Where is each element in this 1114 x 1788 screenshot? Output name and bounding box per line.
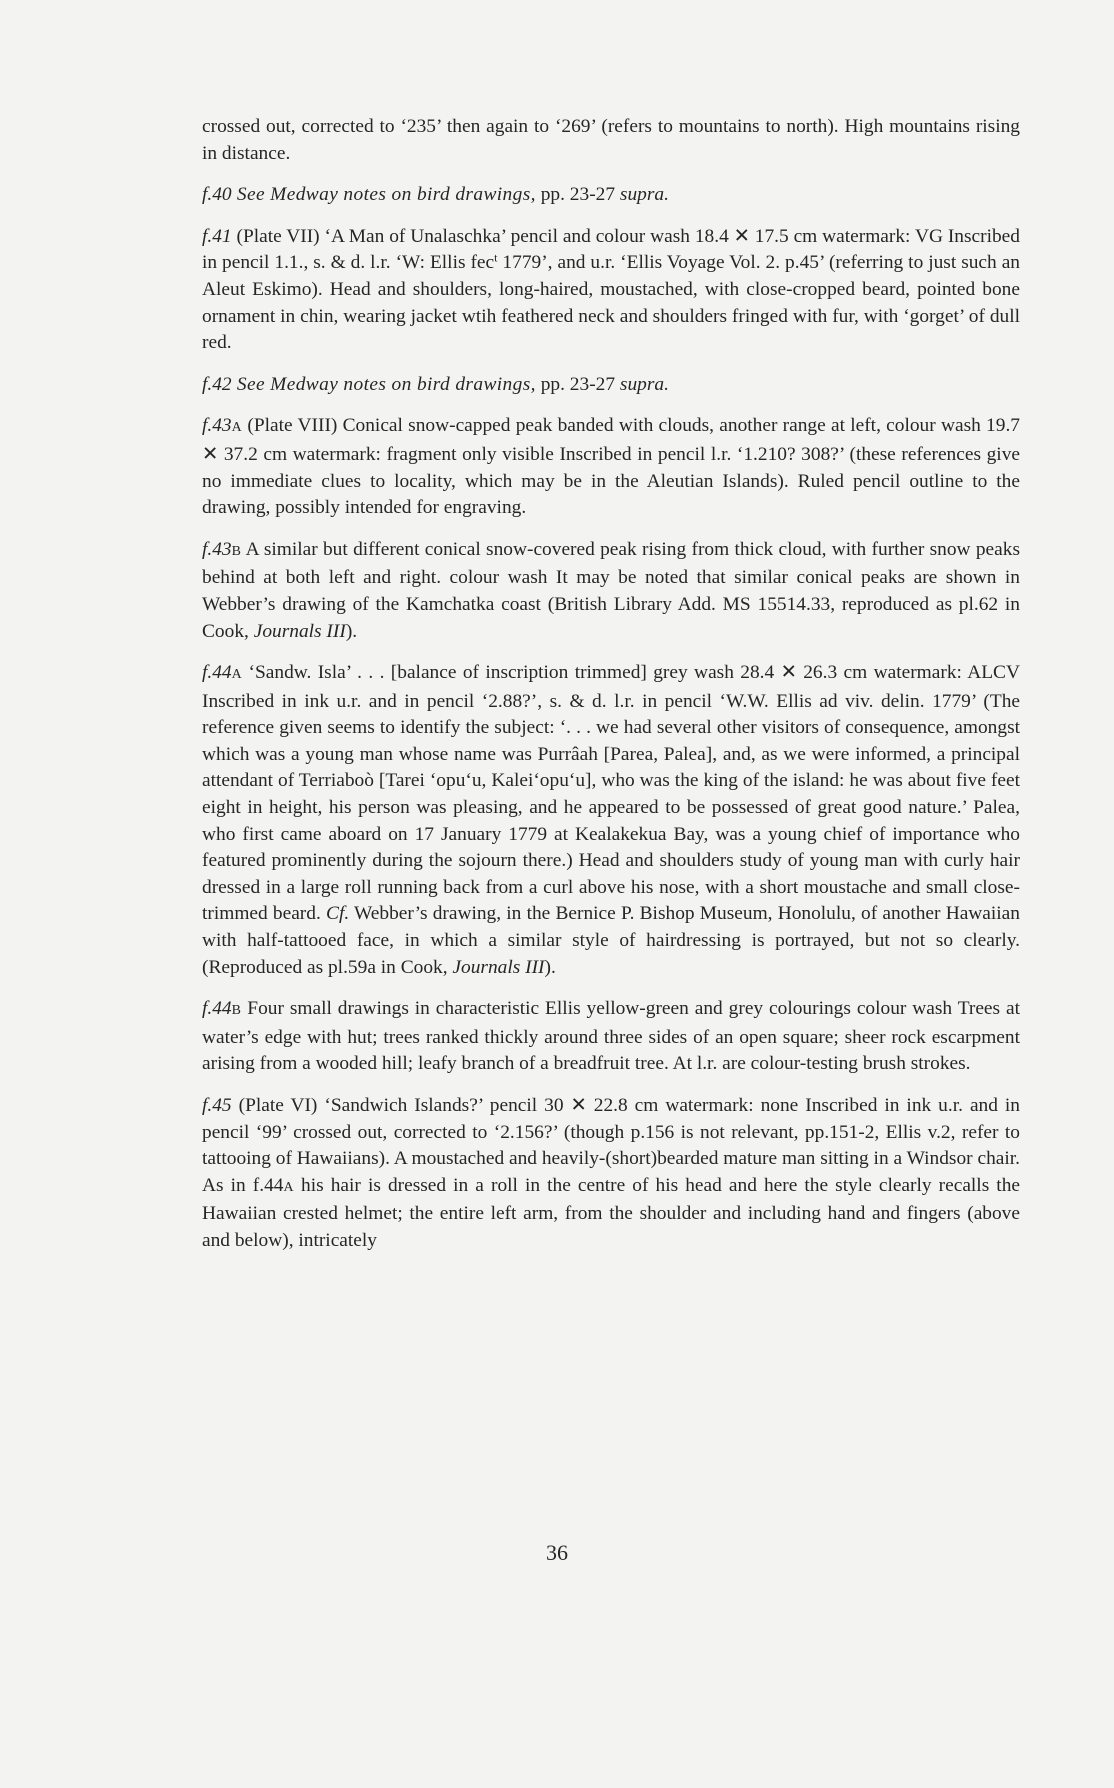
entry-f40 — [202, 182, 1020, 209]
folio-label: f.42 — [202, 373, 232, 395]
journal-title: Journals III — [253, 620, 346, 642]
folio-label: f.43 — [202, 538, 232, 560]
folio-label: f.40 — [202, 184, 232, 206]
folio-label: f.45 — [202, 1095, 232, 1116]
entry-f42 — [202, 372, 1020, 399]
entry-text: Four small drawings in characteristic Ellis yellow-green and grey colourings colour wash Trees at water’s edge with hut; trees ranked thickly around three sides of an open square; sheer rock escarpment arising from a wooded hill; leafy branch of a breadfruit tree. At l.r. are colour-testing brush strokes. — [202, 998, 1020, 1075]
folio-suffix: B — [231, 543, 242, 559]
entry-f43b — [202, 537, 1020, 645]
entry-text: (Plate VII) ‘A Man of Unalaschka’ pencil and colour wash 18.4 ✕ 17.5 cm watermark: VG Inscribed in pencil 1.1., s. & d. l.r. ‘W: Ellis fec — [202, 225, 1020, 274]
cross-reference: See Medway notes on bird drawings, — [231, 184, 536, 206]
cross-reference: See Medway notes on bird drawings, — [231, 373, 536, 395]
superscript: t — [494, 250, 498, 265]
continuation-paragraph — [202, 114, 1020, 167]
entry-text: (Plate VI) ‘Sandwich Islands?’ pencil 30 ✕ 22.8 cm watermark: none Inscribed in ink u.r. and in pencil ‘99’ crossed out, corrected to ‘2.156?’ (though p.156 is not relevant, pp.151-2, Ellis v.2, refer to tattooing of Hawaiians). A moustached and heavily-(short)bearded mature man sitting in a Windsor chair. As in f.44 — [202, 1095, 1020, 1196]
supra-word: supra. — [619, 373, 669, 395]
folio-suffix: A — [231, 667, 243, 683]
journal-title: Journals III — [452, 956, 545, 978]
closing-punctuation: ). — [345, 620, 358, 642]
catalogue-text — [202, 114, 1020, 1270]
closing-punctuation: ). — [544, 956, 556, 978]
paragraph-text: crossed out, corrected to ‘235’ then again to ‘269’ (refers to mountains to north). High mountains rising in distance. — [202, 116, 1020, 164]
entry-text-continued: 1779’, and u.r. ‘Ellis Voyage Vol. 2. p.45’ (referring to just such an Aleut Eskimo). Head and shoulders, long-haired, moustached, with close-cropped beard, pointed bone ornament in chin, wearing jacket wtih feathered neck and shoulders fringed with fur, with ‘gorget’ of dull red. — [202, 252, 1020, 354]
entry-text: (Plate VIII) Conical snow-capped peak banded with clouds, another range at left, colour wash 19.7 ✕ 37.2 cm watermark: fragment only visible Inscribed in pencil l.r. ‘1.210? 308?’ (these references give no immediate clues to locality, which may be in the Aleutian Islands). Ruled pencil outline to the drawing, possibly intended for engraving. — [202, 415, 1020, 519]
entry-text-continued: Webber’s drawing, in the Bernice P. Bishop Museum, Honolulu, of another Hawaiian with half-tattooed face, in which a similar style of hairdressing is portrayed, but not so clearly. (Reproduced as pl.59a in Cook, — [202, 903, 1020, 978]
folio-suffix-inline: A — [283, 1179, 294, 1195]
supra-word: supra. — [619, 184, 669, 206]
entry-f45 — [202, 1093, 1020, 1255]
entry-text: A similar but different conical snow-covered peak rising from thick cloud, with further snow peaks behind at both left and right. colour wash It may be noted that similar conical peaks are shown in Webber’s drawing of the Kamchatka coast (British Library Add. MS 15514.33, reproduced as pl.62 in Cook, — [202, 538, 1020, 642]
entry-f44a — [202, 660, 1020, 981]
folio-suffix: A — [231, 420, 243, 436]
entry-text-continued: his hair is dressed in a roll in the centre of his head and here the style clearly recalls the Hawaiian crested helmet; the entire left arm, from the shoulder and including hand and fingers (above and below), intricately — [202, 1174, 1020, 1251]
entry-f41 — [202, 224, 1020, 357]
folio-label: f.44 — [202, 662, 232, 684]
page-number: 36 — [546, 1540, 568, 1565]
folio-label: f.41 — [202, 225, 232, 247]
folio-label: f.44 — [202, 998, 232, 1020]
page-range: pp. 23-27 — [535, 373, 620, 395]
entry-f43a — [202, 413, 1020, 521]
folio-label: f.43 — [202, 415, 232, 437]
entry-text: ‘Sandw. Isla’ . . . [balance of inscription trimmed] grey wash 28.4 ✕ 26.3 cm watermark: ALCV Inscribed in ink u.r. and in pencil ‘2.88?’, s. & d. l.r. in pencil ‘W.W. Ellis ad viv. delin. 1779’ (The reference given seems to identify the subject: ‘. . . we had several other visitors of consequence, amongst which was a young man whose name was Purrâah [Parea, Palea], and, as we were informed, a principal attendant of Terriaboò [Tarei ‘opu‘u, Kalei‘opu‘u], who was the king of the island: he was about five feet eight in height, his person was pleasing, and he appeared to be possessed of great good nature.’ Palea, who first came aboard on 17 January 1779 at Kealakekua Bay, was a young chief of importance who featured prominently during the sojourn there.) Head and shoulders study of young man with curly hair dressed in a large roll running back from a curl above his nose, with a short moustache and small close-trimmed beard. — [202, 662, 1020, 925]
page-range: pp. 23-27 — [535, 184, 620, 206]
folio-suffix: B — [231, 1003, 242, 1019]
cf-abbreviation: Cf. — [326, 903, 350, 925]
entry-f44b — [202, 996, 1020, 1078]
